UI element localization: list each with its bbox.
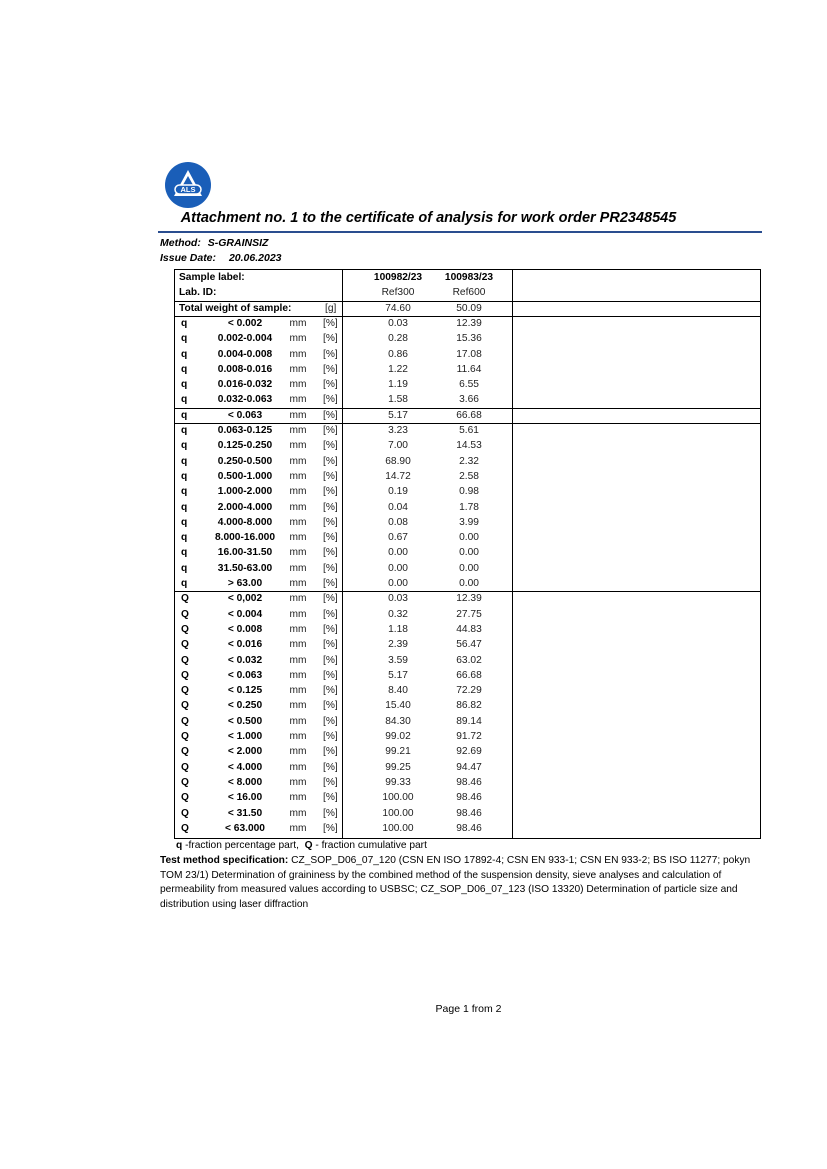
lab-id-heading: Lab. ID: [179,287,217,299]
row-symbol: Q [181,822,189,834]
row-value-sample-1: 1.19 [388,379,408,391]
row-mm-unit: mm [289,532,307,544]
row-value-sample-1: 100.00 [382,792,414,804]
row-value-sample-2: 44.83 [456,623,482,635]
row-percent-unit: [%] [323,470,338,482]
row-symbol: Q [181,669,189,681]
page-title: Attachment no. 1 to the certificate of analysis for work order PR2348545 [180,210,677,226]
row-mm-unit: mm [289,501,307,513]
table-row [175,714,760,729]
table-row [175,392,760,407]
row-symbol: q [181,578,188,589]
method-value: S-GRAINSIZ [207,237,269,249]
sample-2-id: Ref600 [452,287,486,299]
row-percent-unit: [%] [323,547,338,559]
table-row [175,607,760,622]
row-symbol: Q [181,593,189,605]
row-percent-unit: [%] [323,623,338,635]
row-value-sample-2: 27.75 [456,608,482,620]
row-value-sample-2: 0.00 [459,578,479,589]
row-value-sample-1: 15.40 [385,700,411,712]
row-value-sample-1: 1.58 [388,394,408,406]
row-value-sample-2: 98.46 [456,807,482,819]
row-percent-unit: [%] [323,639,338,651]
page-footer: Page 1 from 2 [435,1003,502,1015]
row-mm-unit: mm [289,776,307,788]
row-value-sample-2: 3.66 [459,394,479,406]
row-mm-unit: mm [289,700,307,712]
table-row [175,347,760,362]
sample-2-label: 100983/23 [444,272,494,283]
row-range: < 0.008 [227,623,263,635]
row-value-sample-1: 100.00 [382,822,414,834]
legend [176,840,427,851]
row-percent-unit: [%] [323,486,338,498]
row-mm-unit: mm [289,470,307,482]
row-percent-unit: [%] [323,685,338,697]
row-mm-unit: mm [289,440,307,452]
row-range: < 0.032 [227,654,263,666]
spec-label: Test method specification: [160,855,289,866]
table-row [175,760,760,775]
row-value-sample-1: 1.18 [388,623,408,635]
row-value-sample-1: 68.90 [385,455,411,467]
row-mm-unit: mm [289,608,307,620]
row-range: < 0.063 [227,669,263,681]
row-range: 0.125-0.250 [217,440,273,452]
row-symbol: q [181,501,188,513]
table-row [175,469,760,484]
row-mm-unit: mm [289,593,307,605]
table-row [175,500,760,515]
row-value-sample-1: 99.21 [385,746,411,758]
issue-date-value: 20.06.2023 [228,252,282,264]
sample-2-weight: 50.09 [456,302,482,314]
row-value-sample-2: 15.36 [456,333,482,345]
table-row [175,545,760,560]
row-value-sample-2: 12.39 [456,317,482,329]
row-value-sample-2: 72.29 [456,685,482,697]
row-mm-unit: mm [289,516,307,528]
row-symbol: q [181,317,188,329]
table-row [175,423,760,438]
row-value-sample-2: 89.14 [456,715,482,727]
legend-q-text: -fraction percentage part, [185,840,299,851]
row-range: 0.002-0.004 [217,333,273,345]
row-value-sample-1: 1.22 [388,363,408,375]
row-range: 31.50-63.00 [217,562,273,574]
row-symbol: q [181,348,188,360]
legend-Q-symbol: Q [304,840,313,851]
row-range: < 0.125 [227,685,263,697]
row-symbol: q [181,562,188,574]
row-value-sample-2: 5.61 [459,425,479,436]
row-mm-unit: mm [289,363,307,375]
row-symbol: Q [181,776,189,788]
row-percent-unit: [%] [323,807,338,819]
row-mm-unit: mm [289,394,307,406]
legend-Q-text: - fraction cumulative part [315,840,427,851]
row-mm-unit: mm [289,654,307,666]
row-symbol: Q [181,654,189,666]
row-symbol: Q [181,700,189,712]
row-mm-unit: mm [289,761,307,773]
row-value-sample-2: 86.82 [456,700,482,712]
row-percent-unit: [%] [323,746,338,758]
table-row [175,821,760,836]
row-range: 8.000-16.000 [214,532,276,544]
row-value-sample-2: 17.08 [456,348,482,360]
row-symbol: q [181,486,188,498]
row-range: 1.000-2.000 [217,486,273,498]
row-value-sample-1: 14.72 [385,470,411,482]
row-symbol: q [181,455,188,467]
row-value-sample-1: 0.19 [388,486,408,498]
row-value-sample-2: 98.46 [456,822,482,834]
row-mm-unit: mm [289,792,307,804]
row-range: 0.250-0.500 [217,455,273,467]
row-symbol: q [181,547,188,559]
row-value-sample-2: 0.98 [459,486,479,498]
row-value-sample-1: 3.59 [388,654,408,666]
row-range: 0.016-0.032 [217,379,273,391]
row-percent-unit: [%] [323,409,338,421]
row-value-sample-1: 0.32 [388,608,408,620]
row-symbol: Q [181,731,189,742]
row-symbol: Q [181,792,189,804]
als-logo [164,161,212,209]
row-percent-unit: [%] [323,348,338,360]
row-mm-unit: mm [289,455,307,467]
row-range: 0.063-0.125 [217,425,273,436]
row-value-sample-2: 1.78 [459,501,479,513]
row-value-sample-1: 8.40 [388,685,408,697]
row-value-sample-1: 0.03 [388,317,408,329]
row-value-sample-2: 66.68 [456,669,482,681]
table-row [175,668,760,683]
logo-text: ALS [180,185,196,194]
table-row [175,316,760,331]
row-value-sample-1: 0.00 [388,547,408,559]
row-value-sample-1: 3.23 [388,425,408,436]
table-row [175,484,760,499]
row-value-sample-2: 63.02 [456,654,482,666]
row-mm-unit: mm [289,333,307,345]
row-mm-unit: mm [289,822,307,834]
row-mm-unit: mm [289,639,307,651]
row-value-sample-1: 7.00 [388,440,408,452]
row-value-sample-2: 2.58 [459,470,479,482]
row-value-sample-2: 6.55 [459,379,479,391]
row-value-sample-1: 0.28 [388,333,408,345]
row-percent-unit: [%] [323,715,338,727]
issue-date-label: Issue Date: [160,252,217,264]
row-value-sample-1: 0.67 [388,532,408,544]
results-table [174,269,761,839]
row-range: > 63.00 [227,578,263,589]
row-percent-unit: [%] [323,700,338,712]
row-symbol: q [181,470,188,482]
row-value-sample-1: 100.00 [382,807,414,819]
row-symbol: Q [181,746,189,758]
row-value-sample-1: 99.25 [385,761,411,773]
row-percent-unit: [%] [323,562,338,574]
total-weight-unit: [g] [325,302,337,314]
row-value-sample-2: 3.99 [459,516,479,528]
header-weight-row [175,301,760,316]
row-symbol: q [181,532,188,544]
row-symbol: Q [181,761,189,773]
row-range: < 0,002 [227,593,263,605]
row-percent-unit: [%] [323,654,338,666]
sample-1-id: Ref300 [381,287,415,299]
row-percent-unit: [%] [323,532,338,544]
row-value-sample-1: 0.00 [388,578,408,589]
row-symbol: q [181,425,188,436]
header-lab-id-row [175,285,760,300]
row-mm-unit: mm [289,486,307,498]
row-symbol: Q [181,639,189,651]
row-symbol: Q [181,685,189,697]
table-row [175,377,760,392]
row-value-sample-1: 0.86 [388,348,408,360]
row-value-sample-1: 84.30 [385,715,411,727]
row-percent-unit: [%] [323,731,338,742]
row-range: < 31.50 [227,807,263,819]
row-percent-unit: [%] [323,516,338,528]
row-range: < 1.000 [227,731,263,742]
row-mm-unit: mm [289,348,307,360]
row-mm-unit: mm [289,685,307,697]
method-line [160,237,268,249]
row-percent-unit: [%] [323,317,338,329]
legend-q-symbol: q [176,840,183,851]
row-mm-unit: mm [289,746,307,758]
row-value-sample-2: 98.46 [456,792,482,804]
row-mm-unit: mm [289,409,307,421]
row-value-sample-1: 0.00 [388,562,408,574]
row-mm-unit: mm [289,317,307,329]
row-range: 2.000-4.000 [217,501,273,513]
table-row [175,591,760,606]
table-row [175,653,760,668]
row-value-sample-2: 66.68 [456,409,482,421]
row-value-sample-1: 5.17 [388,409,408,421]
row-value-sample-1: 0.08 [388,516,408,528]
row-symbol: q [181,409,188,421]
table-row [175,561,760,576]
row-symbol: Q [181,608,189,620]
row-mm-unit: mm [289,562,307,574]
row-mm-unit: mm [289,425,307,436]
title-rule [158,231,762,233]
method-label: Method: [160,237,201,249]
row-mm-unit: mm [289,715,307,727]
row-percent-unit: [%] [323,593,338,605]
row-symbol: q [181,379,188,391]
row-value-sample-1: 0.04 [388,501,408,513]
row-value-sample-2: 0.00 [459,532,479,544]
row-value-sample-2: 91.72 [456,731,482,742]
row-value-sample-2: 94.47 [456,761,482,773]
row-range: < 4.000 [227,761,263,773]
row-percent-unit: [%] [323,578,338,589]
table-row [175,438,760,453]
row-value-sample-2: 0.00 [459,547,479,559]
table-row [175,622,760,637]
header-sample-label-row [175,270,760,285]
row-percent-unit: [%] [323,379,338,391]
row-percent-unit: [%] [323,669,338,681]
row-percent-unit: [%] [323,776,338,788]
table-row [175,698,760,713]
row-symbol: Q [181,623,189,635]
row-mm-unit: mm [289,807,307,819]
table-row [175,775,760,790]
row-symbol: q [181,363,188,375]
row-value-sample-2: 2.32 [459,455,479,467]
row-value-sample-2: 0.00 [459,562,479,574]
row-percent-unit: [%] [323,440,338,452]
row-range: < 0.500 [227,715,263,727]
row-range: 4.000-8.000 [217,516,273,528]
row-value-sample-2: 98.46 [456,776,482,788]
row-mm-unit: mm [289,669,307,681]
row-percent-unit: [%] [323,608,338,620]
table-row [175,806,760,821]
row-range: 0.004-0.008 [217,348,273,360]
row-value-sample-1: 0.03 [388,593,408,605]
table-row [175,790,760,805]
row-symbol: q [181,516,188,528]
table-row [175,331,760,346]
row-value-sample-2: 92.69 [456,746,482,758]
row-percent-unit: [%] [323,761,338,773]
row-percent-unit: [%] [323,333,338,345]
row-value-sample-2: 12.39 [456,593,482,605]
row-range: 16.00-31.50 [217,547,273,559]
row-value-sample-1: 5.17 [388,669,408,681]
row-range: < 16.00 [227,792,263,804]
row-percent-unit: [%] [323,394,338,406]
table-row [175,744,760,759]
row-value-sample-1: 99.33 [385,776,411,788]
row-range: < 0.016 [227,639,263,651]
row-range: < 0.250 [227,700,263,712]
row-mm-unit: mm [289,379,307,391]
row-percent-unit: [%] [323,501,338,513]
total-weight-heading: Total weight of sample: [179,302,292,314]
test-method-specification [160,854,760,912]
spec-text: CZ_SOP_D06_07_120 (CSN EN ISO 17892-4; CSN EN 933-1; CSN EN 933-2; BS ISO 11277; pokyn TOM 23/1) Determination of graininess by the combined method of the suspension density, sieve analyses and calculation of permeability from measured values according to USBSC; CZ_SOP_D06_07_123 (ISO 13320) Determination of particle size and distribution using laser diffraction [160,855,751,910]
row-range: < 63.000 [225,822,265,834]
row-symbol: Q [181,807,189,819]
row-percent-unit: [%] [323,363,338,375]
sample-label-heading: Sample label: [179,272,245,283]
row-mm-unit: mm [289,547,307,559]
row-symbol: q [181,440,188,452]
row-value-sample-2: 56.47 [456,639,482,651]
table-row [175,408,760,423]
table-row [175,530,760,545]
table-row [175,576,760,591]
row-percent-unit: [%] [323,425,338,436]
row-range: < 8.000 [227,776,263,788]
issue-date-line [160,252,282,264]
row-mm-unit: mm [289,623,307,635]
row-range: < 0.063 [227,409,263,421]
row-value-sample-1: 99.02 [385,731,411,742]
row-value-sample-2: 11.64 [456,363,482,375]
row-symbol: q [181,394,188,406]
table-row [175,637,760,652]
row-range: < 0.002 [227,317,263,329]
table-row [175,362,760,377]
row-mm-unit: mm [289,731,307,742]
row-value-sample-2: 14.53 [456,440,482,452]
row-symbol: q [181,333,188,345]
row-range: 0.500-1.000 [217,470,273,482]
row-range: 0.008-0.016 [217,363,273,375]
sample-1-weight: 74.60 [385,302,411,314]
row-percent-unit: [%] [323,822,338,834]
table-row [175,683,760,698]
row-range: < 2.000 [227,746,263,758]
row-symbol: Q [181,715,189,727]
table-row [175,454,760,469]
row-range: < 0.004 [227,608,263,620]
table-row [175,729,760,744]
row-value-sample-1: 2.39 [388,639,408,651]
row-range: 0.032-0.063 [217,394,273,406]
row-mm-unit: mm [289,578,307,589]
row-percent-unit: [%] [323,455,338,467]
sample-1-label: 100982/23 [373,272,423,283]
table-row [175,515,760,530]
row-percent-unit: [%] [323,792,338,804]
